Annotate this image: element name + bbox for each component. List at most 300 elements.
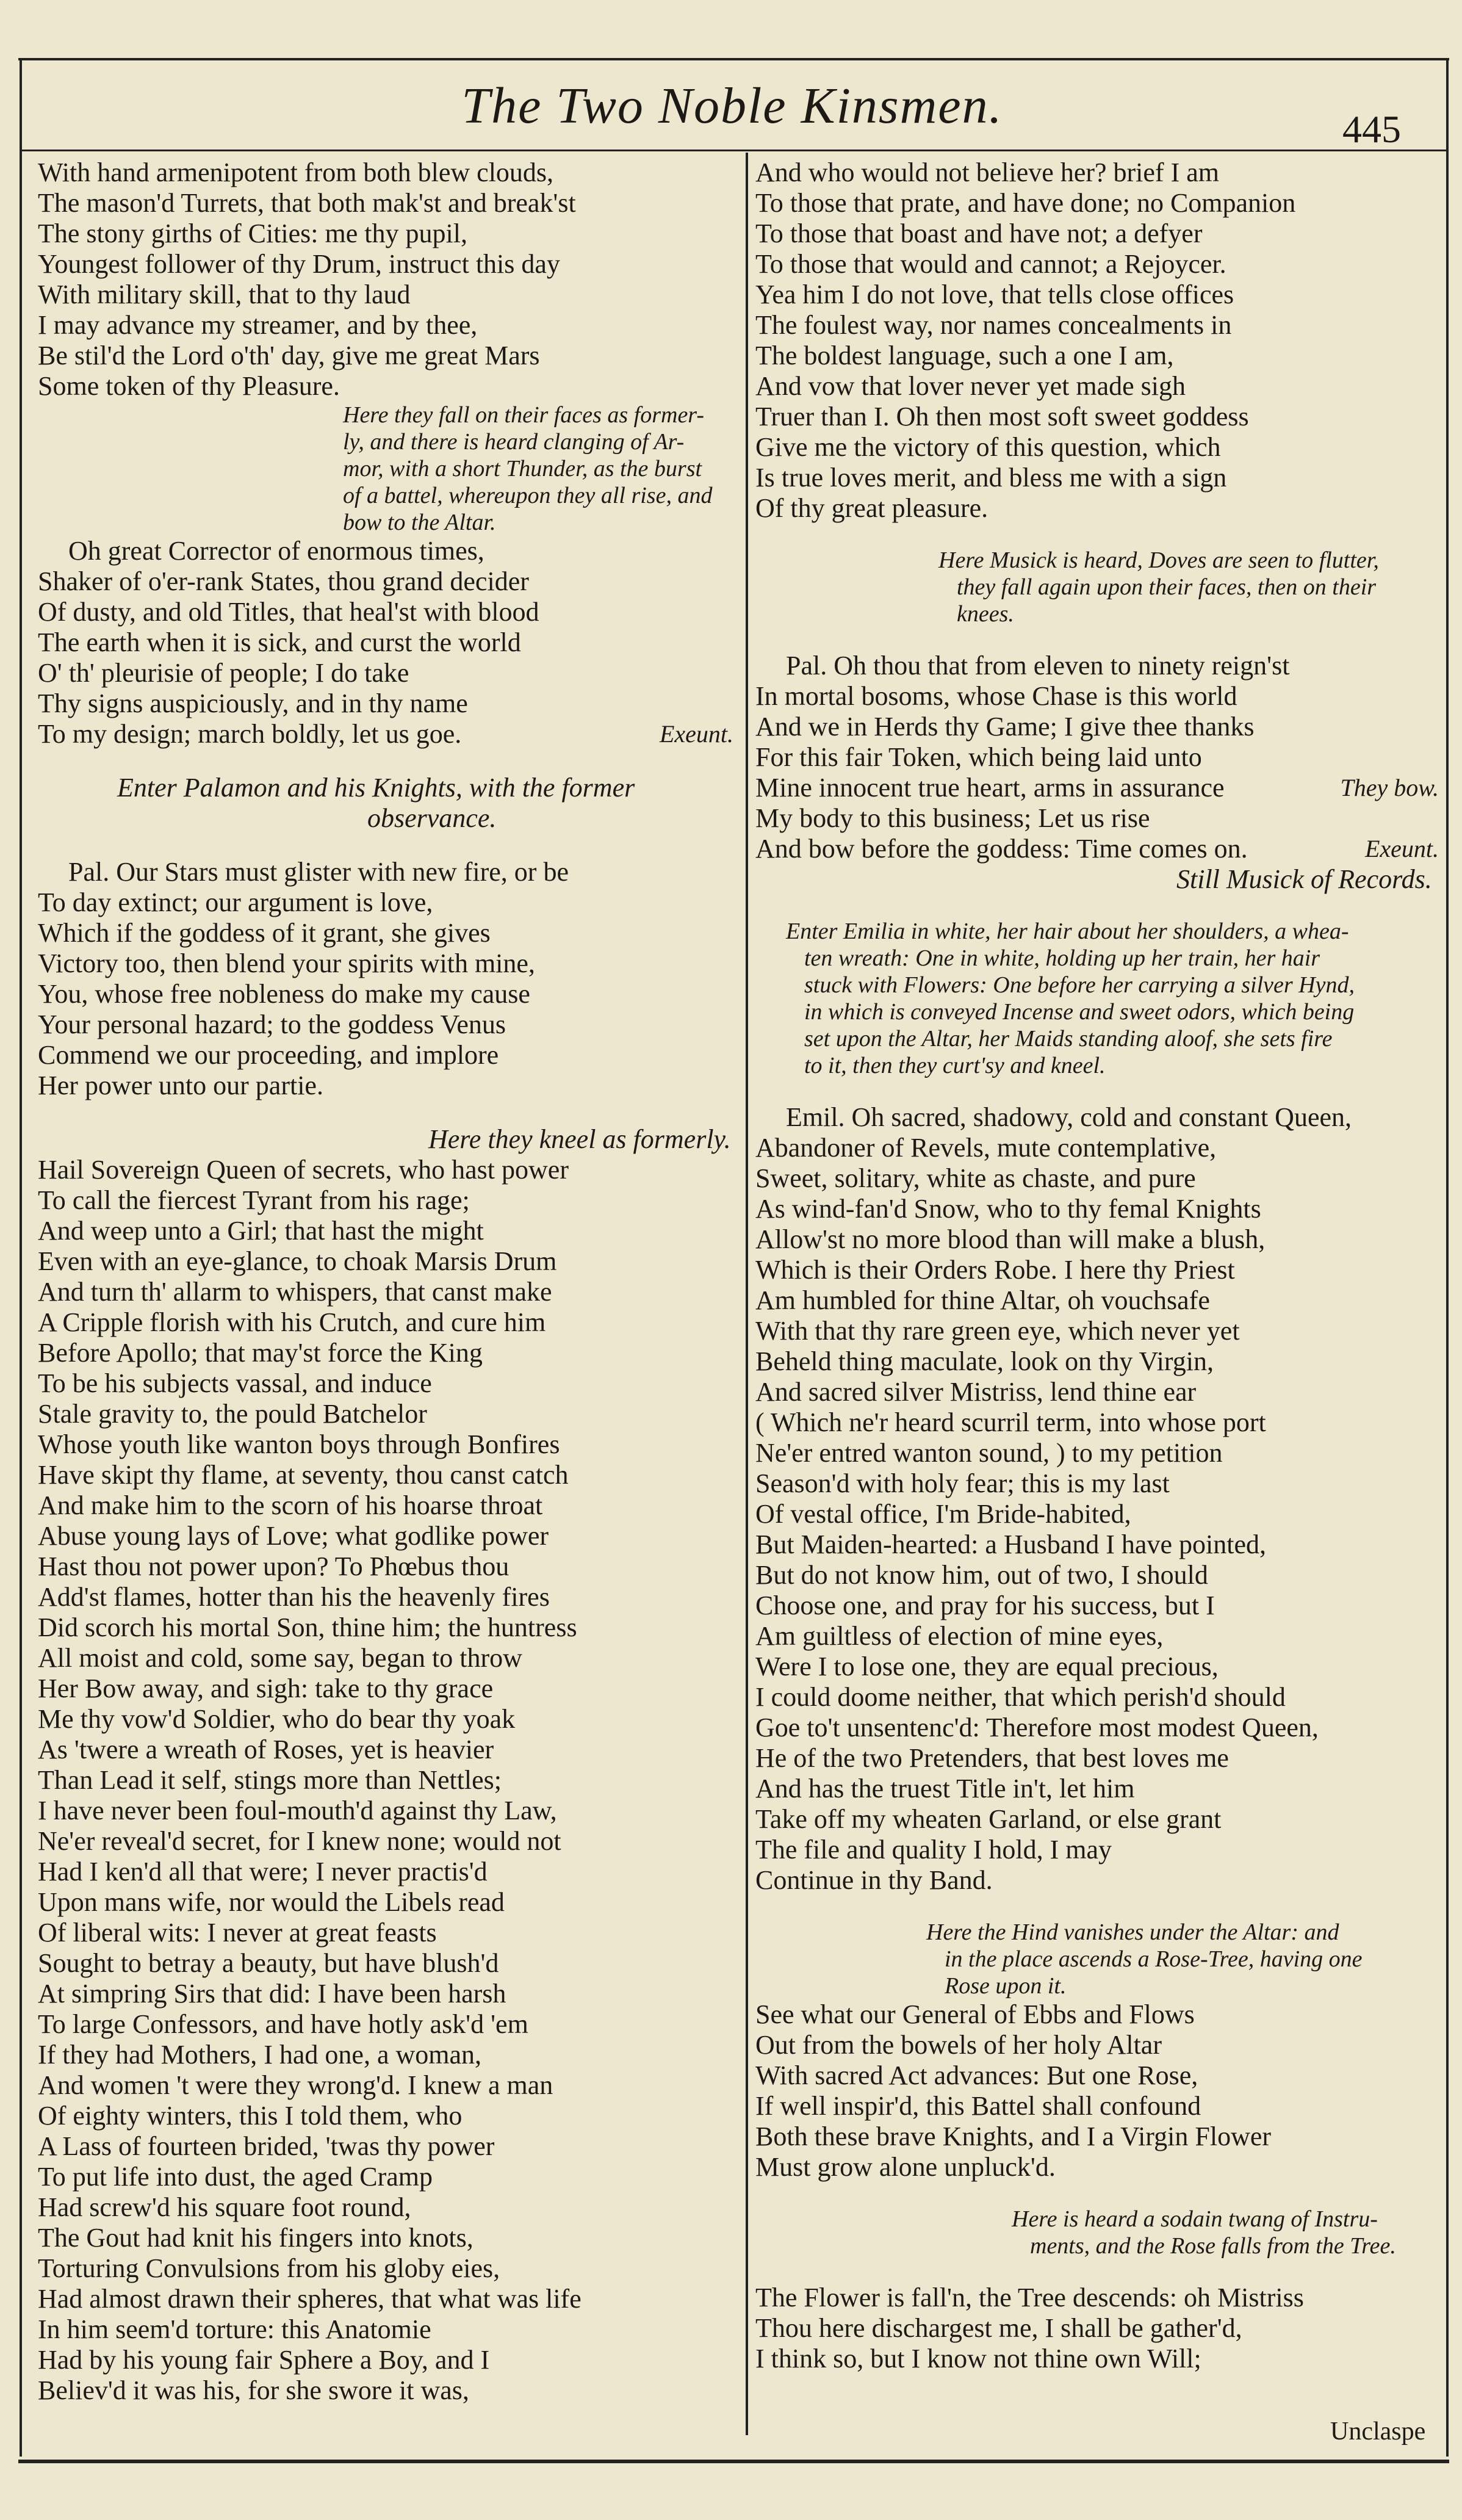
line-text: Still Musick of Records. <box>1176 864 1432 894</box>
verse-line <box>38 1490 733 1521</box>
verse-line <box>38 1399 733 1429</box>
verse-line <box>755 2152 1439 2182</box>
line-text: O' th' pleurisie of people; I do take <box>38 658 409 688</box>
stage-direction-line <box>38 428 733 455</box>
spacer <box>755 2182 1439 2206</box>
stage-direction-line <box>755 2206 1439 2233</box>
verse-line <box>38 627 733 658</box>
verse-line <box>755 1255 1439 1285</box>
line-text: But Maiden-hearted: a Husband I have pointed, <box>755 1529 1266 1559</box>
verse-line <box>755 249 1439 280</box>
line-text: in which is conveyed Incense and sweet odors, which being <box>804 999 1355 1025</box>
line-text: In him seem'd torture: this Anatomie <box>38 2314 431 2344</box>
line-text: Shaker of o'er-rank States, thou grand decider <box>38 566 529 596</box>
line-text: Is true loves merit, and bless me with a sign <box>755 463 1227 493</box>
verse-line <box>38 1009 733 1040</box>
line-text: observance. <box>367 803 497 833</box>
verse-line <box>38 1735 733 1765</box>
line-text: Her power unto our partie. <box>38 1070 323 1100</box>
verse-line <box>755 2283 1439 2313</box>
verse-line <box>755 1468 1439 1499</box>
verse-line <box>38 1918 733 1948</box>
verse-line <box>38 2009 733 2040</box>
stage-direction-line <box>755 601 1439 627</box>
verse-line <box>755 1102 1439 1133</box>
line-text: Have skipt thy flame, at seventy, thou canst catch <box>38 1460 569 1490</box>
verse-line <box>755 1285 1439 1316</box>
line-text: Give me the victory of this question, which <box>755 432 1221 462</box>
line-text: You, whose free nobleness do make my cause <box>38 979 530 1009</box>
verse-line <box>755 1163 1439 1194</box>
line-text: Must grow alone unpluck'd. <box>755 2152 1056 2182</box>
line-text: With hand armenipotent from both blew clouds, <box>38 157 554 187</box>
line-text: ten wreath: One in white, holding up her train, her hair <box>804 945 1320 971</box>
stage-direction-line <box>755 864 1439 895</box>
line-text: And who would not believe her? brief I am <box>755 157 1219 187</box>
spacer <box>38 834 733 857</box>
line-text: Ne'er entred wanton sound, ) to my petition <box>755 1438 1223 1468</box>
line-text: Ne'er reveal'd secret, for I knew none; would not <box>38 1826 561 1856</box>
line-text: Oh great Corrector of enormous times, <box>68 536 484 566</box>
line-text: The mason'd Turrets, that both mak'st and break'st <box>38 188 576 218</box>
line-text: I could doome neither, that which perish'd should <box>755 1682 1286 1712</box>
margin-direction: Exeunt. <box>659 720 733 748</box>
verse-line <box>38 1582 733 1612</box>
line-text: See what our General of Ebbs and Flows <box>755 1999 1195 2029</box>
line-text: In mortal bosoms, whose Chase is this world <box>755 681 1237 711</box>
verse-line <box>755 432 1439 463</box>
line-text: For this fair Token, which being laid unto <box>755 742 1202 772</box>
verse-line <box>38 2314 733 2345</box>
line-text: Choose one, and pray for his success, but I <box>755 1590 1215 1620</box>
line-text: Season'd with holy fear; this is my last <box>755 1468 1170 1498</box>
stage-direction-line <box>755 574 1439 601</box>
stage-direction-line <box>755 1052 1439 1079</box>
verse-line <box>755 1224 1439 1255</box>
line-text: But do not know him, out of two, I should <box>755 1560 1208 1590</box>
line-text: The boldest language, such a one I am, <box>755 341 1174 370</box>
line-text: Sought to betray a beauty, but have blush'd <box>38 1948 499 1978</box>
verse-line <box>38 371 733 402</box>
line-text: As 'twere a wreath of Roses, yet is heavier <box>38 1735 494 1764</box>
line-text: And women 't were they wrong'd. I knew a man <box>38 2070 553 2100</box>
verse-line <box>38 1185 733 1216</box>
margin-direction: Exeunt. <box>1364 835 1439 862</box>
spacer <box>38 749 733 773</box>
line-text: With military skill, that to thy laud <box>38 280 411 309</box>
line-text: Before Apollo; that may'st force the King <box>38 1338 483 1368</box>
verse-line <box>755 463 1439 493</box>
line-text: Continue in thy Band. <box>755 1865 993 1895</box>
verse-line <box>755 1590 1439 1621</box>
line-text: Torturing Convulsions from his globy eies, <box>38 2253 500 2283</box>
line-text: Of vestal office, I'm Bride-habited, <box>755 1499 1131 1529</box>
stage-direction-line <box>38 803 733 834</box>
line-text: With that thy rare green eye, which never yet <box>755 1316 1240 1346</box>
verse-line <box>755 742 1439 773</box>
line-text: The Gout had knit his fingers into knots, <box>38 2223 474 2253</box>
verse-line <box>755 712 1439 742</box>
line-text: He of the two Pretenders, that best loves me <box>755 1743 1229 1773</box>
line-text: The earth when it is sick, and curst the world <box>38 627 521 657</box>
line-text: Me thy vow'd Soldier, who do bear thy yoak <box>38 1704 516 1734</box>
line-text: Yea him I do not love, that tells close offices <box>755 280 1234 309</box>
line-text: Of thy great pleasure. <box>755 493 988 523</box>
verse-line <box>755 1560 1439 1590</box>
line-text: I have never been foul-mouth'd against thy Law, <box>38 1796 557 1825</box>
line-text: Both these brave Knights, and I a Virgin Flower <box>755 2121 1272 2151</box>
line-text: Had almost drawn their spheres, that what was life <box>38 2284 582 2314</box>
line-text: And vow that lover never yet made sigh <box>755 371 1186 401</box>
verse-line <box>38 948 733 979</box>
right-column <box>755 157 1439 2374</box>
verse-line <box>38 1155 733 1185</box>
line-text: Rose upon it. <box>945 1973 1067 1999</box>
verse-line <box>755 1774 1439 1804</box>
line-text: I may advance my streamer, and by thee, <box>38 310 478 340</box>
line-text: As wind-fan'd Snow, who to thy femal Knights <box>755 1194 1261 1224</box>
verse-line <box>755 1713 1439 1743</box>
line-text: in the place ascends a Rose-Tree, having one <box>945 1946 1363 1972</box>
line-text: Some token of thy Pleasure. <box>38 371 340 401</box>
verse-line <box>38 887 733 918</box>
left-column <box>38 157 733 2406</box>
stage-direction-line <box>38 455 733 482</box>
spacer <box>755 1079 1439 1102</box>
stage-direction-line <box>38 482 733 509</box>
verse-line <box>38 2070 733 2101</box>
line-text: Here is heard a sodain twang of Instru- <box>1012 2206 1378 2232</box>
line-text: Youngest follower of thy Drum, instruct this day <box>38 249 560 279</box>
verse-line <box>755 2091 1439 2121</box>
verse-line <box>38 1796 733 1826</box>
line-text: To be his subjects vassal, and induce <box>38 1368 432 1398</box>
line-text: The stony girths of Cities: me thy pupil, <box>38 218 467 248</box>
catchword: Unclaspe <box>1330 2417 1426 2446</box>
stage-direction-line <box>755 945 1439 972</box>
verse-line <box>38 2345 733 2375</box>
line-text: Pal. Our Stars must glister with new fire, or be <box>68 857 569 887</box>
line-text: ( Which ne'r heard scurril term, into whose port <box>755 1407 1266 1437</box>
line-text: Goe to't unsentenc'd: Therefore most modest Queen, <box>755 1713 1319 1742</box>
spacer <box>38 1101 733 1124</box>
verse-line <box>755 2060 1439 2091</box>
stage-direction-line <box>755 547 1439 574</box>
verse-line <box>755 1682 1439 1713</box>
line-text: All moist and cold, some say, began to throw <box>38 1643 522 1673</box>
stage-direction-line <box>755 972 1439 998</box>
spacer <box>755 1896 1439 1919</box>
line-text: Here they kneel as formerly. <box>428 1124 731 1154</box>
line-text: Were I to lose one, they are equal precious, <box>755 1652 1219 1681</box>
line-text: Which is their Orders Robe. I here thy Priest <box>755 1255 1235 1285</box>
spacer <box>755 524 1439 547</box>
stage-direction-line <box>755 1973 1439 1999</box>
verse-line <box>755 280 1439 310</box>
line-text: Which if the goddess of it grant, she gives <box>38 918 491 948</box>
verse-line <box>38 2162 733 2192</box>
line-text: Commend we our proceeding, and implore <box>38 1040 499 1070</box>
verse-line <box>755 310 1439 341</box>
verse-line <box>38 2040 733 2070</box>
verse-line <box>38 1704 733 1735</box>
verse-line <box>755 1438 1439 1468</box>
verse-line <box>755 157 1439 188</box>
verse-line <box>38 1673 733 1704</box>
stage-direction-line <box>755 1946 1439 1973</box>
line-text: And turn th' allarm to whispers, that canst make <box>38 1277 552 1307</box>
line-text: If they had Mothers, I had one, a woman, <box>38 2040 482 2070</box>
stage-direction-line <box>755 1919 1439 1946</box>
line-text: My body to this business; Let us rise <box>755 803 1150 833</box>
line-text: Enter Palamon and his Knights, with the former <box>117 773 635 803</box>
line-text: Abandoner of Revels, mute contemplative, <box>755 1133 1217 1163</box>
verse-line <box>755 402 1439 432</box>
verse-line <box>38 1277 733 1307</box>
line-text: Add'st flames, hotter than his the heavenly fires <box>38 1582 550 1612</box>
verse-line <box>38 566 733 597</box>
verse-line <box>38 1765 733 1796</box>
verse-line <box>755 1621 1439 1652</box>
line-text: With sacred Act advances: But one Rose, <box>755 2060 1198 2090</box>
line-text: Sweet, solitary, white as chaste, and pure <box>755 1163 1196 1193</box>
verse-line <box>38 2253 733 2284</box>
line-text: The foulest way, nor names concealments in <box>755 310 1232 340</box>
line-text: And sacred silver Mistriss, lend thine ear <box>755 1377 1197 1407</box>
verse-line <box>38 1948 733 1979</box>
verse-line <box>755 2030 1439 2060</box>
stage-direction-line <box>755 998 1439 1025</box>
line-text: set upon the Altar, her Maids standing aloof, she sets fire <box>804 1026 1333 1052</box>
line-text: Hast thou not power upon? To Phœbus thou <box>38 1551 510 1581</box>
stage-direction-line <box>38 509 733 536</box>
line-text: Am guiltless of election of mine eyes, <box>755 1621 1164 1651</box>
verse-line <box>38 157 733 188</box>
verse-line <box>38 249 733 280</box>
stage-direction-line <box>755 1025 1439 1052</box>
verse-line <box>38 857 733 887</box>
line-text: Victory too, then blend your spirits with mine, <box>38 948 535 978</box>
verse-line <box>38 188 733 218</box>
verse-line <box>755 1377 1439 1407</box>
line-text: The Flower is fall'n, the Tree descends: oh Mistriss <box>755 2283 1304 2312</box>
line-text: Her Bow away, and sigh: take to thy grace <box>38 1673 494 1703</box>
line-text: Am humbled for thine Altar, oh vouchsafe <box>755 1285 1210 1315</box>
verse-line <box>755 1133 1439 1163</box>
line-text: And weep unto a Girl; that hast the might <box>38 1216 484 1246</box>
line-text: To put life into dust, the aged Cramp <box>38 2162 433 2192</box>
line-text: Believ'd it was his, for she swore it was, <box>38 2375 469 2405</box>
verse-line <box>755 1499 1439 1529</box>
line-text: Of liberal wits: I never at great feasts <box>38 1918 437 1948</box>
verse-line <box>38 2375 733 2406</box>
line-text: Thou here dischargest me, I shall be gather'd, <box>755 2313 1242 2343</box>
stage-direction-line <box>38 1124 733 1155</box>
verse-line <box>38 719 733 749</box>
verse-line <box>755 1652 1439 1682</box>
verse-line <box>38 658 733 688</box>
verse-line <box>755 681 1439 712</box>
line-text: Beheld thing maculate, look on thy Virgin, <box>755 1346 1214 1376</box>
line-text: Emil. Oh sacred, shadowy, cold and constant Queen, <box>786 1102 1352 1132</box>
verse-line <box>38 280 733 310</box>
line-text: Stale gravity to, the pould Batchelor <box>38 1399 427 1429</box>
line-text: Here they fall on their faces as former- <box>343 402 704 428</box>
line-text: A Lass of fourteen brided, 'twas thy power <box>38 2131 495 2161</box>
line-text: Enter Emilia in white, her hair about her shoulders, a whea- <box>786 919 1349 944</box>
verse-line <box>755 371 1439 402</box>
line-text: Pal. Oh thou that from eleven to ninety reign'st <box>786 651 1290 681</box>
frame-rule-top <box>18 58 1449 60</box>
verse-line <box>38 1040 733 1070</box>
stage-direction-line <box>38 402 733 428</box>
line-text: Whose youth like wanton boys through Bonfires <box>38 1429 560 1459</box>
spacer <box>755 627 1439 651</box>
verse-line <box>38 1246 733 1277</box>
line-text: A Cripple florish with his Crutch, and cure him <box>38 1307 546 1337</box>
verse-line <box>755 1865 1439 1896</box>
line-text: At simpring Sirs that did: I have been harsh <box>38 1979 506 2009</box>
verse-line <box>38 918 733 948</box>
verse-line <box>755 773 1439 803</box>
verse-line <box>755 188 1439 218</box>
frame-rule-right <box>1446 58 1449 2457</box>
line-text: To my design; march boldly, let us goe. <box>38 719 462 749</box>
line-text: Here Musick is heard, Doves are seen to flutter, <box>938 547 1379 573</box>
line-text: To those that boast and have not; a defyer <box>755 218 1203 248</box>
verse-line <box>38 1460 733 1490</box>
line-text: Had by his young fair Sphere a Boy, and I <box>38 2345 490 2375</box>
margin-direction: They bow. <box>1340 774 1439 801</box>
verse-line <box>38 1857 733 1887</box>
verse-line <box>38 1216 733 1246</box>
verse-line <box>38 2284 733 2314</box>
line-text: Of eighty winters, this I told them, who <box>38 2101 463 2131</box>
line-text: ments, and the Rose falls from the Tree. <box>1030 2233 1396 2259</box>
verse-line <box>38 1826 733 1857</box>
verse-line <box>38 688 733 719</box>
column-divider <box>746 153 748 2435</box>
line-text: Had screw'd his square foot round, <box>38 2192 411 2222</box>
line-text: Be stil'd the Lord o'th' day, give me great Mars <box>38 341 540 370</box>
verse-line <box>755 1999 1439 2030</box>
spacer <box>755 2259 1439 2283</box>
spacer <box>755 895 1439 918</box>
stage-direction-line <box>755 918 1439 945</box>
line-text: Even with an eye-glance, to choak Marsis Drum <box>38 1246 557 1276</box>
line-text: Than Lead it self, stings more than Nettles; <box>38 1765 502 1795</box>
verse-line <box>755 493 1439 524</box>
verse-line <box>38 1307 733 1338</box>
line-text: And has the truest Title in't, let him <box>755 1774 1135 1803</box>
stage-direction-line <box>38 773 733 803</box>
running-title: The Two Noble Kinsmen. <box>461 78 1003 134</box>
line-text: to it, then they curt'sy and kneel. <box>804 1053 1106 1078</box>
verse-line <box>38 2192 733 2223</box>
line-text: mor, with a short Thunder, as the burst <box>343 456 702 482</box>
verse-line <box>755 1804 1439 1835</box>
verse-line <box>755 2344 1439 2374</box>
line-text: And bow before the goddess: Time comes on. <box>755 834 1248 864</box>
line-text: Allow'st no more blood than will make a blush, <box>755 1224 1266 1254</box>
line-text: they fall again upon their faces, then on their <box>957 574 1377 600</box>
verse-line <box>38 1521 733 1551</box>
verse-line <box>755 341 1439 371</box>
verse-line <box>755 1194 1439 1224</box>
verse-line <box>755 1407 1439 1438</box>
verse-line <box>38 2223 733 2253</box>
line-text: To large Confessors, and have hotly ask'd 'em <box>38 2009 528 2039</box>
line-text: Of dusty, and old Titles, that heal'st with blood <box>38 597 539 627</box>
verse-line <box>755 1529 1439 1560</box>
frame-rule-left <box>20 58 22 2457</box>
verse-line <box>755 803 1439 834</box>
line-text: Abuse young lays of Love; what godlike power <box>38 1521 549 1551</box>
verse-line <box>755 1835 1439 1865</box>
verse-line <box>38 1612 733 1643</box>
line-text: of a battel, whereupon they all rise, and <box>343 483 713 508</box>
line-text: The file and quality I hold, I may <box>755 1835 1112 1865</box>
line-text: bow to the Altar. <box>343 510 496 535</box>
verse-line <box>38 218 733 249</box>
line-text: And make him to the scorn of his hoarse throat <box>38 1490 543 1520</box>
verse-line <box>38 2131 733 2162</box>
line-text: Truer than I. Oh then most soft sweet goddess <box>755 402 1249 431</box>
line-text: Your personal hazard; to the goddess Venus <box>38 1009 506 1039</box>
line-text: Take off my wheaten Garland, or else grant <box>755 1804 1222 1834</box>
line-text: Did scorch his mortal Son, thine him; the huntress <box>38 1612 577 1642</box>
verse-line <box>38 1070 733 1101</box>
verse-line <box>38 1551 733 1582</box>
line-text: Upon mans wife, nor would the Libels read <box>38 1887 505 1917</box>
stage-direction-line <box>755 2233 1439 2259</box>
line-text: stuck with Flowers: One before her carrying a silver Hynd, <box>804 972 1355 998</box>
verse-line <box>38 1979 733 2009</box>
verse-line <box>38 1429 733 1460</box>
line-text: Thy signs auspiciously, and in thy name <box>38 688 468 718</box>
line-text: Hail Sovereign Queen of secrets, who hast power <box>38 1155 569 1185</box>
verse-line <box>38 2101 733 2131</box>
line-text: Had I ken'd all that were; I never practis'd <box>38 1857 488 1886</box>
verse-line <box>755 651 1439 681</box>
verse-line <box>38 979 733 1009</box>
line-text: ly, and there is heard clanging of Ar- <box>343 429 685 455</box>
verse-line <box>755 834 1439 864</box>
line-text: To call the fiercest Tyrant from his rage; <box>38 1185 470 1215</box>
verse-line <box>38 1338 733 1368</box>
verse-line <box>38 1643 733 1673</box>
verse-line <box>38 597 733 627</box>
line-text: To day extinct; our argument is love, <box>38 887 433 917</box>
frame-rule-bottom <box>18 2460 1449 2463</box>
page-number: 445 <box>1342 107 1401 151</box>
verse-line <box>755 1346 1439 1377</box>
verse-line <box>38 1887 733 1918</box>
verse-line <box>38 310 733 341</box>
line-text: Mine innocent true heart, arms in assurance <box>755 773 1225 803</box>
line-text: I think so, but I know not thine own Will; <box>755 2344 1201 2374</box>
verse-line <box>38 536 733 566</box>
verse-line <box>755 2121 1439 2152</box>
line-text: If well inspir'd, this Battel shall confound <box>755 2091 1201 2121</box>
header-rule <box>22 150 1446 151</box>
verse-line <box>755 1316 1439 1346</box>
line-text: And we in Herds thy Game; I give thee thanks <box>755 712 1255 742</box>
line-text: To those that prate, and have done; no Companion <box>755 188 1296 218</box>
verse-line <box>755 218 1439 249</box>
verse-line <box>38 1368 733 1399</box>
line-text: To those that would and cannot; a Rejoycer. <box>755 249 1226 279</box>
